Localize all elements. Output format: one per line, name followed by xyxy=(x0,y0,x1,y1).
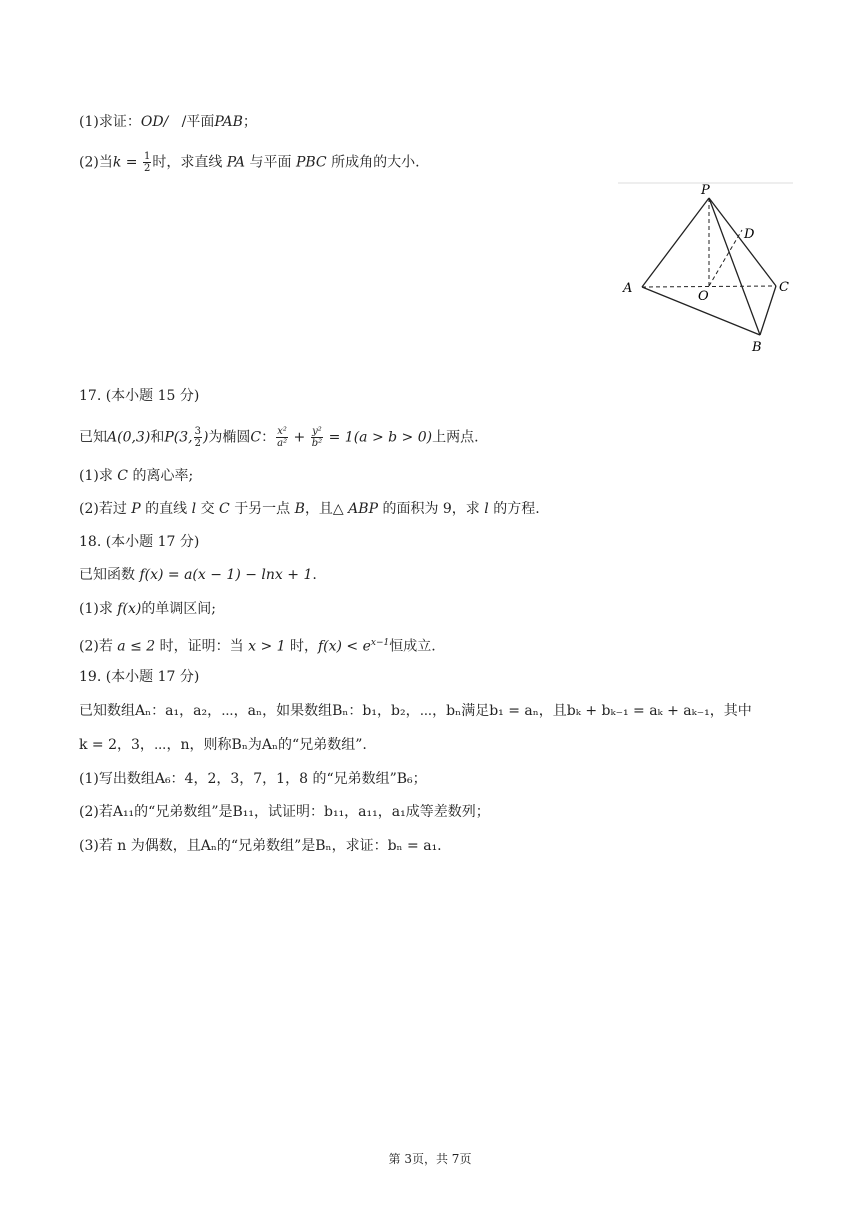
label-c: C xyxy=(779,280,789,295)
edge-pb xyxy=(709,198,760,335)
fraction-half: $\frac{1}{2}$ xyxy=(143,151,151,174)
q18-part1: (1)求 f(x)的单调区间; xyxy=(79,601,217,617)
q19-part2: (2)若A₁₁的“兄弟数组”是B₁₁，试证明：b₁₁，a₁₁，a₁成等差数列； xyxy=(79,804,490,820)
label-a: A xyxy=(623,281,633,296)
q17-title: 17. (本小题 15 分) xyxy=(79,388,200,404)
q16-part2: (2)当k = $\frac{1}{2}$ 时，求直线 PA 与平面 PBC 所成角的大小. xyxy=(79,151,420,174)
q19-part1: (1)写出数组A₆：4，2，3，7，1，8 的“兄弟数组”B₆； xyxy=(79,771,427,787)
fraction-y2-b2: $\frac{\text{y²}}{\text{b²}}$ xyxy=(311,426,323,449)
label-p: P xyxy=(701,183,710,198)
q18-part2: (2)若 a ≤ 2 时，证明：当 x > 1 时，$f(x) < e^{x-1}$恒成立. xyxy=(79,638,436,655)
edge-od-dashed xyxy=(709,230,742,286)
label-b: B xyxy=(752,340,762,355)
page-footer: 第 3页，共 7页 xyxy=(388,1152,472,1166)
edge-bc xyxy=(760,286,776,335)
edge-ac-dashed xyxy=(642,286,776,287)
pyramid-figure xyxy=(618,180,793,360)
q17-part2: (2)若过 P 的直线 l 交 C 于另一点 B，且△ ABP 的面积为 9，求 l 的方程. xyxy=(79,501,540,517)
q16-part1: (1)求证：OD/ /平面PAB； xyxy=(79,114,257,130)
edge-pc xyxy=(709,198,776,286)
fraction-x2-a2: $\frac{\text{x²}}{\text{a²}}$ xyxy=(277,426,288,449)
fraction-three-halves: $\frac{3}{2}$ xyxy=(194,426,201,449)
label-o: O xyxy=(698,289,709,304)
q19-line1: 已知数组Aₙ：a₁，a₂，⋯，aₙ，如果数组Bₙ：b₁，b₂，⋯，bₙ满足b₁ = aₙ，且bₖ + bₖ₋₁ = aₖ + aₖ₋₁，其中 xyxy=(79,703,752,719)
q19-part3: (3)若 n 为偶数，且Aₙ的“兄弟数组”是Bₙ，求证：bₙ = a₁. xyxy=(79,838,442,854)
q17-part1: (1)求 C 的离心率; xyxy=(79,468,194,484)
q19-title: 19. (本小题 17 分) xyxy=(79,669,200,685)
label-d: D xyxy=(744,227,755,242)
q17-stem: 已知A(0,3)和P(3, $\frac{3}{2}$ )为椭圆C： $\frac{\text{x²}}{\text{a²}}$ + $\frac{\text{y²}}{\text{b²}}$ = 1(a > b > 0)上两点. xyxy=(79,426,479,449)
edge-pa xyxy=(642,198,709,287)
q19-line2: k = 2，3，⋯，n，则称Bₙ为Aₙ的“兄弟数组”. xyxy=(79,737,367,753)
q18-title: 18. (本小题 17 分) xyxy=(79,534,200,550)
q18-stem: 已知函数 f(x) = a(x − 1) − lnx + 1. xyxy=(79,567,317,583)
